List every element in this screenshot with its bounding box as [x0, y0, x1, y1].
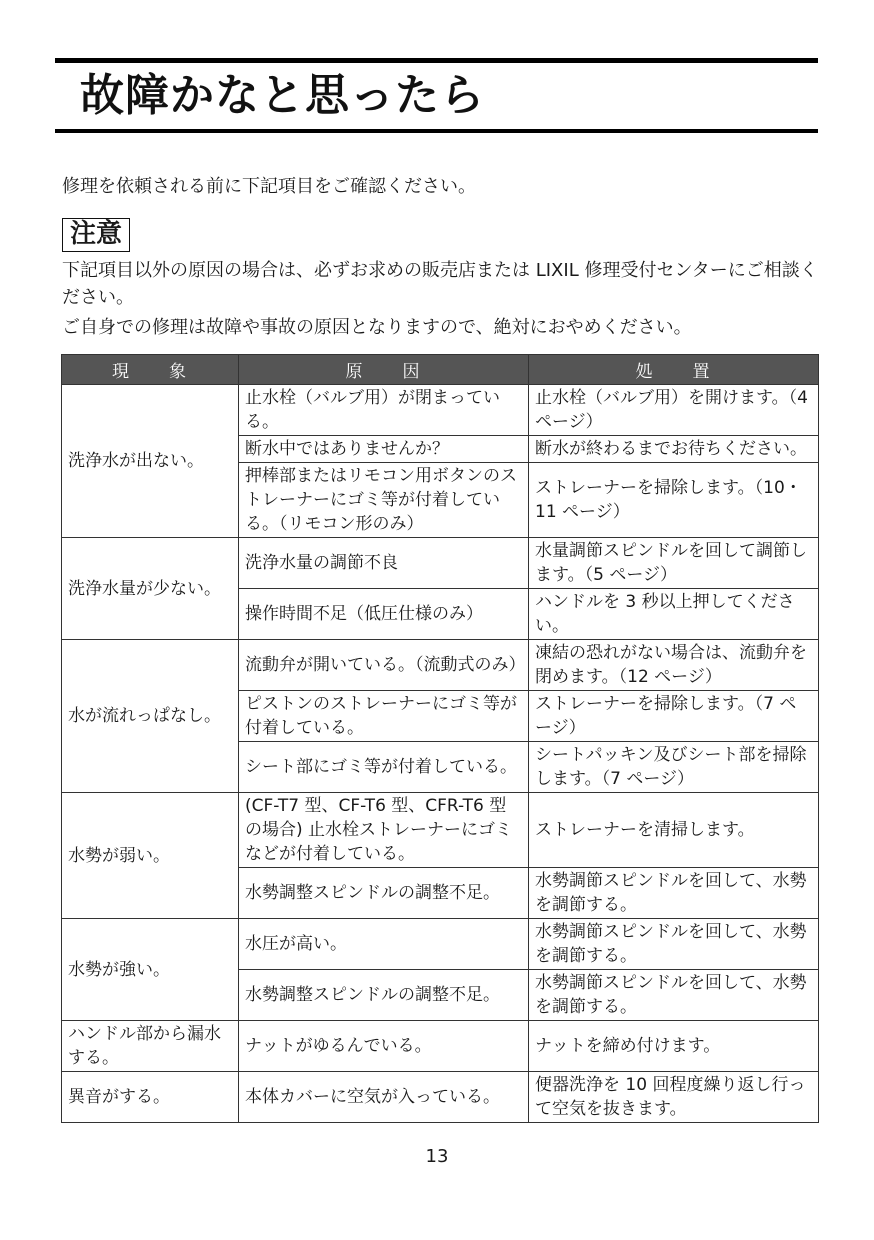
table-row [62, 793, 819, 868]
remedy-cell: ストレーナーを掃除します。（10・11 ページ） [529, 463, 819, 538]
cause-cell: 断水中ではありませんか？ [239, 436, 529, 463]
table-row [62, 538, 819, 589]
table-row [62, 1021, 819, 1072]
remedy-cell: 便器洗浄を 10 回程度繰り返し行って空気を抜きます。 [529, 1072, 819, 1123]
symptom-cell: ハンドル部から漏水する。 [62, 1021, 239, 1072]
cause-cell: 洗浄水量の調節不良 [239, 538, 529, 589]
remedy-cell: ストレーナーを清掃します。 [529, 793, 819, 868]
cause-cell: 操作時間不足（低圧仕様のみ） [239, 589, 529, 640]
title-rule-top [55, 58, 818, 63]
cause-cell: 流動弁が開いている。（流動式のみ） [239, 640, 529, 691]
cause-cell: ピストンのストレーナーにゴミ等が付着している。 [239, 691, 529, 742]
cause-cell: 水勢調整スピンドルの調整不足。 [239, 970, 529, 1021]
symptom-cell: 水が流れっぱなし。 [62, 640, 239, 793]
cause-cell: 止水栓（バルブ用）が閉まっている。 [239, 385, 529, 436]
cause-cell: 本体カバーに空気が入っている。 [239, 1072, 529, 1123]
remedy-cell: 水勢調節スピンドルを回して、水勢を調節する。 [529, 970, 819, 1021]
cause-cell: 水圧が高い。 [239, 919, 529, 970]
symptom-cell: 異音がする。 [62, 1072, 239, 1123]
caution-line-1: 下記項目以外の原因の場合は、必ずお求めの販売店または LIXIL 修理受付センターにご相談ください。 [62, 260, 818, 308]
cause-cell: シート部にゴミ等が付着している。 [239, 742, 529, 793]
symptom-cell: 洗浄水量が少ない。 [62, 538, 239, 640]
page-title: 故障かなと思ったら [80, 70, 485, 121]
symptom-cell: 水勢が強い。 [62, 919, 239, 1021]
title-rule-bottom [55, 129, 818, 133]
table-row [62, 640, 819, 691]
table-header-row [62, 355, 819, 385]
remedy-cell: 凍結の恐れがない場合は、流動弁を閉めます。（12 ページ） [529, 640, 819, 691]
header-remedy: 処 置 [529, 355, 819, 385]
caution-text [62, 257, 832, 341]
cause-cell: 押棒部またはリモコン用ボタンのストレーナーにゴミ等が付着している。（リモコン形のみ） [239, 463, 529, 538]
symptom-cell: 洗浄水が出ない。 [62, 385, 239, 538]
troubleshooting-table [61, 354, 819, 1123]
header-cause: 原 因 [239, 355, 529, 385]
cause-cell: 水勢調整スピンドルの調整不足。 [239, 868, 529, 919]
table-row [62, 1072, 819, 1123]
table-row [62, 385, 819, 436]
page-number: 13 [425, 1146, 449, 1167]
remedy-cell: 水勢調節スピンドルを回して、水勢を調節する。 [529, 868, 819, 919]
symptom-cell: 水勢が弱い。 [62, 793, 239, 919]
caution-line-2: ご自身での修理は故障や事故の原因となりますので、絶対におやめください。 [62, 317, 692, 338]
remedy-cell: ハンドルを 3 秒以上押してください。 [529, 589, 819, 640]
cause-cell: (CF-T7 型、CF-T6 型、CFR-T6 型の場合) 止水栓ストレーナーにゴミなどが付着している。 [239, 793, 529, 868]
remedy-cell: 水量調節スピンドルを回して調節します。（5 ページ） [529, 538, 819, 589]
intro-text: 修理を依頼される前に下記項目をご確認ください。 [62, 176, 476, 197]
header-symptom: 現 象 [62, 355, 239, 385]
remedy-cell: 止水栓（バルブ用）を開けます。（4 ページ） [529, 385, 819, 436]
remedy-cell: 断水が終わるまでお待ちください。 [529, 436, 819, 463]
table-row [62, 919, 819, 970]
remedy-cell: ナットを締め付けます。 [529, 1021, 819, 1072]
remedy-cell: ストレーナーを掃除します。（7 ページ） [529, 691, 819, 742]
cause-cell: ナットがゆるんでいる。 [239, 1021, 529, 1072]
remedy-cell: シートパッキン及びシート部を掃除します。（7 ページ） [529, 742, 819, 793]
remedy-cell: 水勢調節スピンドルを回して、水勢を調節する。 [529, 919, 819, 970]
caution-badge: 注意 [62, 218, 130, 252]
